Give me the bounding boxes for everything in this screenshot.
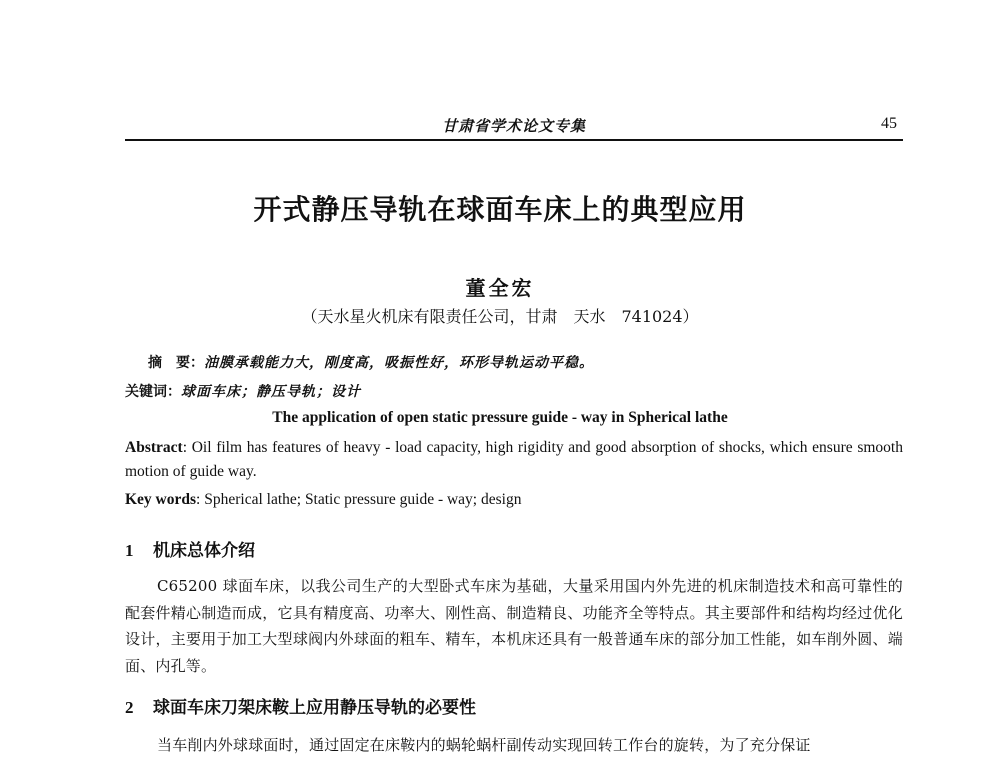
english-abstract bbox=[125, 436, 903, 484]
section-title: 球面车床刀架床鞍上应用静压导轨的必要性 bbox=[153, 698, 476, 718]
english-keywords-text: : Spherical lathe; Static pressure guide - way; design bbox=[196, 491, 522, 508]
paper-title: 开式静压导轨在球面车床上的典型应用 bbox=[253, 193, 747, 226]
english-keywords bbox=[125, 491, 903, 509]
english-abstract-label: Abstract bbox=[125, 439, 183, 456]
english-keywords-label: Key words bbox=[125, 491, 197, 508]
section-heading-1 bbox=[125, 536, 255, 561]
english-abstract-text: : Oil film has features of heavy - load capacity, high rigidity and good absorption of shocks, which ensure smooth motion of guide way. bbox=[125, 439, 903, 480]
chinese-keywords bbox=[125, 381, 903, 401]
section-number: 1 bbox=[125, 541, 134, 560]
section-heading-2 bbox=[125, 693, 476, 718]
running-header bbox=[125, 113, 903, 141]
english-title: The application of open static pressure guide - way in Spherical lathe bbox=[272, 409, 728, 426]
chinese-keywords-label: 关键词： bbox=[125, 384, 181, 400]
section-2-paragraph: 当车削内外球球面时，通过固定在床鞍内的蜗轮蜗杆副传动实现回转工作台的旋转，为了充分保证 bbox=[157, 736, 811, 754]
journal-name: 甘肃省学术论文专集 bbox=[441, 117, 586, 135]
section-1-paragraph: C65200 球面车床，以我公司生产的大型卧式车床为基础，大量采用国内外先进的机床制造技术和高可靠性的配套件精心制造而成，它具有精度高、功率大、刚性高、制造精良、功能齐全等特点。其主要部件和结构均经过优化设计，主要用于加工大型球阀内外球面的粗车、精车，本机床还具有一般普通车床的部分加工性能，如车削外圆、端面、内孔等。 bbox=[125, 577, 903, 675]
chinese-keywords-text: 球面车床；静压导轨；设计 bbox=[181, 384, 361, 400]
section-number: 2 bbox=[125, 698, 134, 717]
page-number: 45 bbox=[881, 115, 897, 132]
chinese-abstract-label: 摘 要： bbox=[148, 355, 204, 371]
section-title: 机床总体介绍 bbox=[153, 541, 255, 561]
author-name: 董全宏 bbox=[465, 276, 535, 300]
chinese-abstract bbox=[148, 352, 926, 372]
author-affiliation: （天水星火机床有限责任公司，甘肃 天水 741024） bbox=[301, 307, 699, 326]
chinese-abstract-text: 油膜承载能力大，刚度高，吸振性好，环形导轨运动平稳。 bbox=[204, 355, 594, 371]
